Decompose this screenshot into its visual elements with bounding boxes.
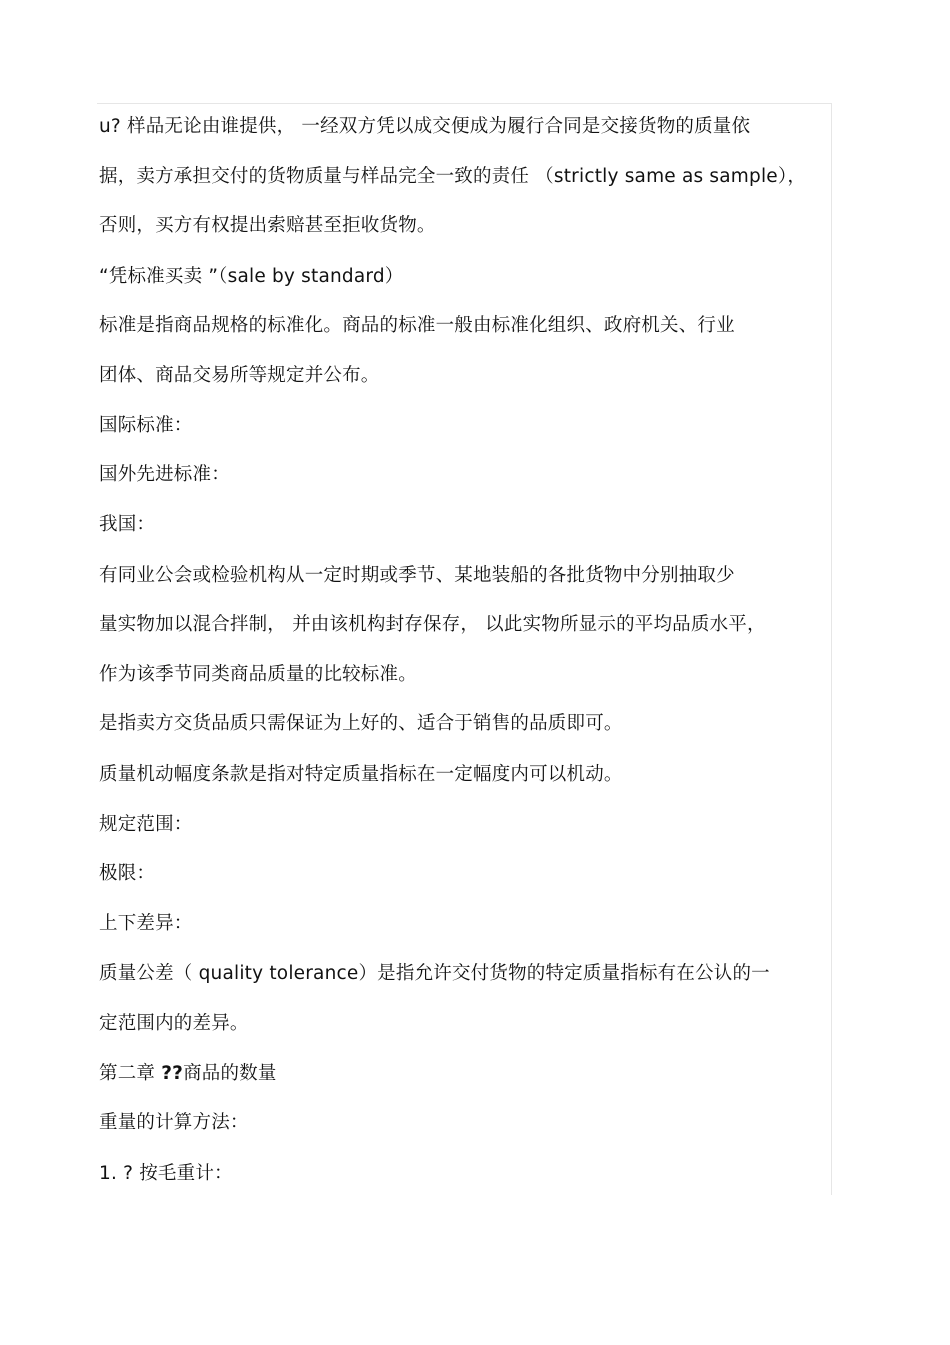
text-line: 我国：: [99, 514, 156, 535]
chapter-marks: ??: [161, 1063, 184, 1084]
text-line: 国际标准：: [99, 415, 193, 436]
text-line: 作为该季节同类商品质量的比较标准。: [99, 664, 417, 685]
text-line: 有同业公会或检验机构从一定时期或季节、某地装船的各批货物中分别抽取少: [99, 565, 735, 586]
text-line: 量实物加以混合拌制， 并由该机构封存保存， 以此实物所显示的平均品质水平，: [99, 614, 766, 635]
chapter-title: 商品的数量: [183, 1063, 277, 1084]
section-heading-sale-by-standard: “凭标准买卖 ”（sale by standard）: [99, 266, 404, 287]
text-line: 团体、商品交易所等规定并公布。: [99, 365, 380, 386]
text-line: 上下差异：: [99, 913, 193, 934]
text-line: 规定范围：: [99, 814, 193, 835]
text-line: 国外先进标准：: [99, 464, 230, 485]
chapter-prefix: 第二章: [99, 1063, 162, 1084]
list-item: 1. ? 按毛重计：: [99, 1163, 233, 1184]
text-line: 极限：: [99, 863, 156, 884]
text-line: u? 样品无论由谁提供， 一经双方凭以成交便成为履行合同是交接货物的质量依: [99, 116, 751, 137]
text-line: 质量机动幅度条款是指对特定质量指标在一定幅度内可以机动。: [99, 764, 623, 785]
text-line: 质量公差（ quality tolerance）是指允许交付货物的特定质量指标有在公认的一: [99, 963, 770, 984]
text-line: 否则，买方有权提出索赔甚至拒收货物。: [99, 215, 436, 236]
text-line: 重量的计算方法：: [99, 1112, 249, 1133]
chapter-heading: [99, 1061, 277, 1087]
text-line: 据，卖方承担交付的货物质量与样品完全一致的责任 （strictly same as sample），: [99, 166, 807, 187]
text-line: 标准是指商品规格的标准化。商品的标准一般由标准化组织、政府机关、行业: [99, 315, 735, 336]
text-line: 定范围内的差异。: [99, 1013, 249, 1034]
text-line: 是指卖方交货品质只需保证为上好的、适合于销售的品质即可。: [99, 713, 623, 734]
